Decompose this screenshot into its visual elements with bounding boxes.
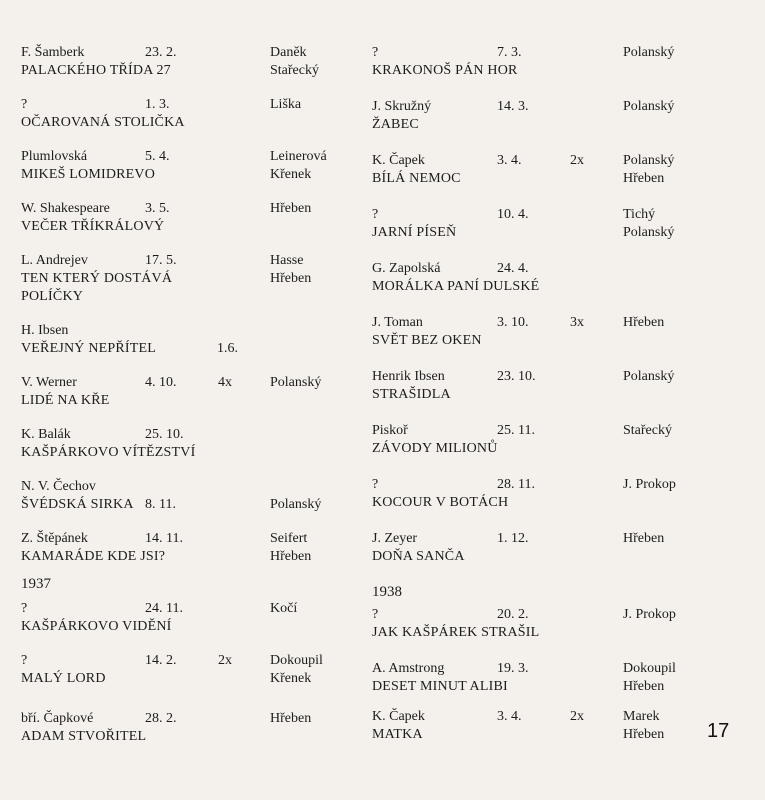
play-title: JAK KAŠPÁREK STRAŠIL <box>372 625 540 640</box>
director: J. Prokop <box>623 607 676 622</box>
list-item <box>352 422 712 472</box>
author: ? <box>372 607 379 622</box>
premiere-date: 28. 2. <box>145 711 177 726</box>
director: Křenek <box>270 671 312 686</box>
page-number: 17 <box>707 720 730 742</box>
play-title: TEN KTERÝ DOSTÁVÁ <box>21 271 173 286</box>
author: Piskoř <box>372 423 408 438</box>
director: Marek <box>623 709 660 724</box>
play-title: MORÁLKA PANÍ DULSKÉ <box>372 279 540 294</box>
director: Stařecký <box>270 63 319 78</box>
premiere-date: 20. 2. <box>497 607 529 622</box>
premiere-date: 3. 10. <box>497 315 529 330</box>
director: Leinerová <box>270 149 327 164</box>
director: Polanský <box>623 153 675 168</box>
repetitions: 3x <box>570 315 584 330</box>
play-title: BÍLÁ NEMOC <box>372 171 461 186</box>
play-title: ADAM STVOŘITEL <box>21 729 147 744</box>
list-item <box>352 708 712 758</box>
list-item <box>0 96 360 146</box>
director: Hřeben <box>270 711 312 726</box>
list-item <box>0 710 360 760</box>
director: Polanský <box>270 375 322 390</box>
author: ? <box>372 477 379 492</box>
author: F. Šamberk <box>21 45 85 60</box>
list-item <box>352 368 712 418</box>
play-title-continued: POLÍČKY <box>21 289 84 304</box>
author: ? <box>372 207 379 222</box>
author: K. Čapek <box>372 153 425 168</box>
author: K. Balák <box>21 427 71 442</box>
premiere-date: 1. 3. <box>145 97 170 112</box>
director: Hřeben <box>270 271 312 286</box>
premiere-date: 4. 10. <box>145 375 177 390</box>
list-item <box>352 98 712 148</box>
repetitions: 2x <box>570 153 584 168</box>
list-item <box>352 260 712 310</box>
list-item <box>0 322 360 372</box>
author: H. Ibsen <box>21 323 69 338</box>
play-title: DESET MINUT ALIBI <box>372 679 508 694</box>
director: Tichý <box>623 207 656 222</box>
premiere-date: 1. 12. <box>497 531 529 546</box>
play-title: PALACKÉHO TŘÍDA 27 <box>21 63 171 78</box>
director: Hřeben <box>623 171 665 186</box>
list-item <box>0 44 360 94</box>
premiere-date: 14. 3. <box>497 99 529 114</box>
author: J. Toman <box>372 315 423 330</box>
author: N. V. Čechov <box>21 479 96 494</box>
director: J. Prokop <box>623 477 676 492</box>
play-title: ŽABEC <box>372 117 419 132</box>
author: A. Amstrong <box>372 661 445 676</box>
director: Hřeben <box>623 531 665 546</box>
list-item <box>0 426 360 476</box>
director: Dokoupil <box>270 653 323 668</box>
list-item <box>352 206 712 256</box>
author: bří. Čapkové <box>21 711 94 726</box>
author: G. Zapolská <box>372 261 441 276</box>
play-title: ZÁVODY MILIONŮ <box>372 441 498 456</box>
list-item <box>352 44 712 94</box>
director: Polanský <box>623 99 675 114</box>
play-title: STRAŠIDLA <box>372 387 451 402</box>
director: Stařecký <box>623 423 672 438</box>
author: L. Andrejev <box>21 253 88 268</box>
list-item <box>0 200 360 250</box>
author: W. Shakespeare <box>21 201 110 216</box>
premiere-date: 14. 2. <box>145 653 177 668</box>
premiere-date: 25. 11. <box>497 423 535 438</box>
director: Polanský <box>623 225 675 240</box>
premiere-date: 28. 11. <box>497 477 535 492</box>
play-title: MALÝ LORD <box>21 671 106 686</box>
list-item <box>352 606 712 656</box>
premiere-date: 10. 4. <box>497 207 529 222</box>
director: Hřeben <box>623 315 665 330</box>
play-title: OČAROVANÁ STOLIČKA <box>21 115 185 130</box>
premiere-date: 19. 3. <box>497 661 529 676</box>
author: ? <box>21 653 28 668</box>
play-title: LIDÉ NA KŘE <box>21 393 110 408</box>
premiere-date: 3. 4. <box>497 153 522 168</box>
director: Daněk <box>270 45 307 60</box>
play-title: VEČER TŘÍKRÁLOVÝ <box>21 219 165 234</box>
premiere-date: 23. 2. <box>145 45 177 60</box>
director: Seifert <box>270 531 308 546</box>
director: Dokoupil <box>623 661 676 676</box>
left-column <box>0 0 360 800</box>
right-column <box>352 0 712 800</box>
director: Hřeben <box>270 549 312 564</box>
author: Z. Štěpánek <box>21 531 88 546</box>
premiere-date: 3. 4. <box>497 709 522 724</box>
play-title: VEŘEJNÝ NEPŘÍTEL <box>21 341 157 356</box>
list-item <box>352 476 712 526</box>
premiere-date: 8. 11. <box>145 497 176 512</box>
list-item <box>352 314 712 364</box>
director: Hřeben <box>623 679 665 694</box>
author: V. Werner <box>21 375 77 390</box>
year-heading: 1937 <box>21 576 51 592</box>
author: ? <box>372 45 379 60</box>
list-item <box>352 660 712 710</box>
list-item <box>0 148 360 198</box>
author: Henrik Ibsen <box>372 369 445 384</box>
premiere-date: 14. 11. <box>145 531 183 546</box>
premiere-date: 5. 4. <box>145 149 170 164</box>
play-title: MIKEŠ LOMIDREVO <box>21 167 156 182</box>
play-title: KOCOUR V BOTÁCH <box>372 495 509 510</box>
director: Kočí <box>270 601 298 616</box>
director: Křenek <box>270 167 312 182</box>
premiere-date: 24. 4. <box>497 261 529 276</box>
premiere-date: 3. 5. <box>145 201 170 216</box>
list-item <box>0 374 360 424</box>
repetitions: 4x <box>218 375 232 390</box>
premiere-date: 23. 10. <box>497 369 536 384</box>
play-title: MATKA <box>372 727 423 742</box>
play-title: DOŇA SANČA <box>372 549 465 564</box>
premiere-date: 1.6. <box>217 341 238 356</box>
list-item <box>352 530 712 580</box>
list-item <box>0 530 360 580</box>
author: Plumlovská <box>21 149 88 164</box>
director: Polanský <box>623 45 675 60</box>
director: Polanský <box>623 369 675 384</box>
author: K. Čapek <box>372 709 425 724</box>
list-item <box>352 152 712 202</box>
year-heading: 1938 <box>372 584 402 600</box>
list-item <box>0 252 360 308</box>
play-title: SVĚT BEZ OKEN <box>372 333 482 348</box>
play-title: ŠVÉDSKÁ SIRKA <box>21 497 134 512</box>
premiere-date: 24. 11. <box>145 601 183 616</box>
play-title: KAMARÁDE KDE JSI? <box>21 549 166 564</box>
author: ? <box>21 97 28 112</box>
repetitions: 2x <box>570 709 584 724</box>
premiere-date: 17. 5. <box>145 253 177 268</box>
director: Polanský <box>270 497 322 512</box>
author: ? <box>21 601 28 616</box>
director: Hřeben <box>623 727 665 742</box>
play-title: KAŠPÁRKOVO VIDĚNÍ <box>21 619 172 634</box>
premiere-date: 25. 10. <box>145 427 184 442</box>
repetitions: 2x <box>218 653 232 668</box>
director: Hřeben <box>270 201 312 216</box>
play-title: JARNÍ PÍSEŇ <box>372 225 457 240</box>
list-item <box>0 478 360 528</box>
list-item <box>0 652 360 702</box>
play-title: KAŠPÁRKOVO VÍTĚZSTVÍ <box>21 445 196 460</box>
play-title: KRAKONOŠ PÁN HOR <box>372 63 518 78</box>
director: Liška <box>270 97 302 112</box>
author: J. Skružný <box>372 99 432 114</box>
list-item <box>0 600 360 650</box>
author: J. Zeyer <box>372 531 418 546</box>
director: Hasse <box>270 253 304 268</box>
premiere-date: 7. 3. <box>497 45 522 60</box>
